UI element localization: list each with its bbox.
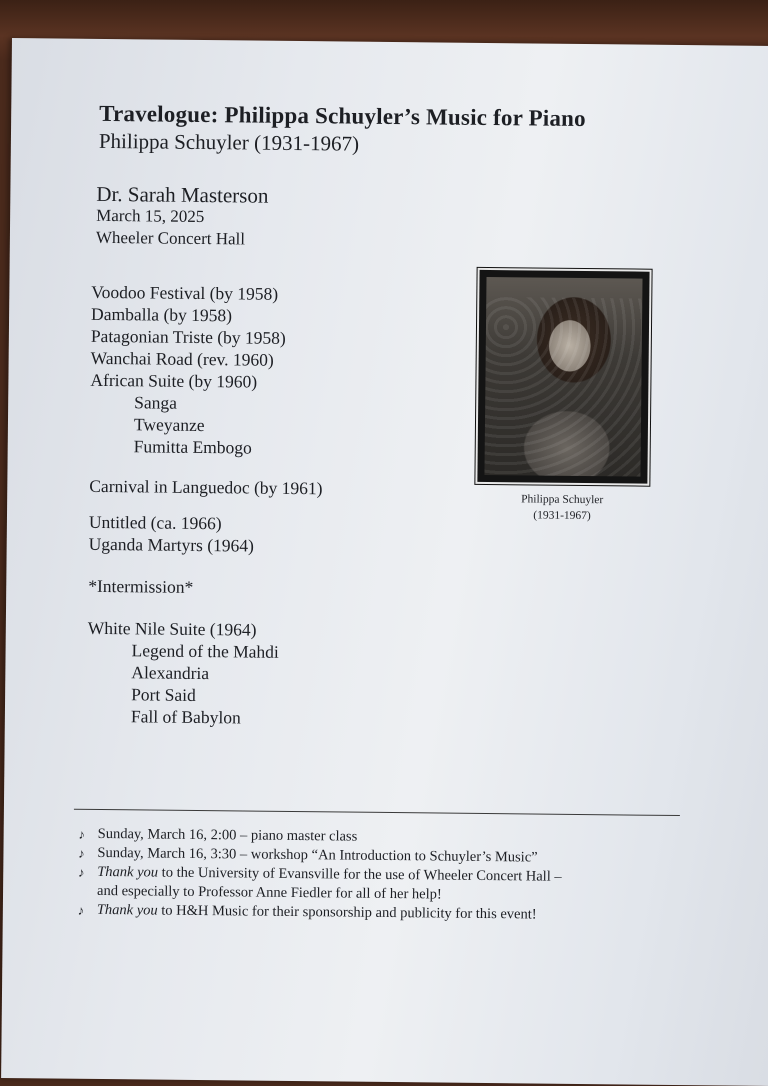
movement-item: Alexandria bbox=[131, 662, 210, 684]
photo-background-pattern bbox=[484, 297, 642, 477]
spacer bbox=[88, 597, 321, 619]
composer-photo bbox=[484, 277, 642, 477]
movement-item: Tweyanze bbox=[133, 414, 205, 436]
note-text: Sunday, March 16, 3:30 – workshop “An Introduction to Schuyler’s Music” bbox=[97, 844, 538, 866]
movement-item: Sanga bbox=[134, 392, 178, 413]
note-emphasis: Thank you bbox=[96, 901, 158, 919]
spacer bbox=[88, 555, 321, 577]
performer-name: Dr. Sarah Masterson bbox=[96, 181, 269, 208]
program-item: Carnival in Languedoc (by 1961) bbox=[89, 475, 323, 499]
program-item: White Nile Suite (1964) bbox=[87, 617, 257, 640]
concert-venue: Wheeler Concert Hall bbox=[95, 227, 246, 249]
program-item: Voodoo Festival (by 1958) bbox=[91, 281, 279, 304]
music-note-icon: ♪ bbox=[77, 864, 85, 880]
program-item: Uganda Martyrs (1964) bbox=[88, 533, 255, 556]
concert-program-sheet bbox=[1, 38, 768, 1086]
note-text: to the University of Evansville for the use of Wheeler Concert Hall – bbox=[157, 864, 562, 885]
note-emphasis: Thank you bbox=[97, 863, 159, 881]
note-text: Sunday, March 16, 2:00 – piano master class bbox=[97, 825, 358, 845]
divider-line bbox=[74, 809, 680, 816]
program-item: Patagonian Triste (by 1958) bbox=[90, 325, 286, 348]
movement-item: Port Said bbox=[131, 684, 196, 705]
photo-caption bbox=[477, 491, 647, 525]
note-text: to H&H Music for their sponsorship and publicity for this event! bbox=[157, 902, 537, 923]
movement-item: Fall of Babylon bbox=[130, 706, 241, 728]
intermission-label: *Intermission* bbox=[88, 575, 194, 597]
program-item: African Suite (by 1960) bbox=[90, 369, 258, 392]
music-note-icon: ♪ bbox=[78, 826, 85, 842]
program-title: Travelogue: Philippa Schuyler’s Music for Piano bbox=[99, 100, 586, 132]
program-list bbox=[87, 281, 325, 729]
caption-name: Philippa Schuyler bbox=[521, 493, 604, 507]
note-text: and especially to Professor Anne Fiedler for all of her help! bbox=[96, 882, 442, 903]
program-item: Wanchai Road (rev. 1960) bbox=[90, 347, 274, 370]
program-item: Untitled (ca. 1966) bbox=[88, 511, 222, 534]
concert-date: March 15, 2025 bbox=[96, 205, 205, 227]
composer-photo-frame bbox=[477, 270, 649, 484]
note-item bbox=[73, 901, 562, 925]
caption-dates: (1931-1967) bbox=[533, 509, 591, 523]
music-note-icon: ♪ bbox=[77, 902, 85, 918]
movement-item: Fumitta Embogo bbox=[133, 436, 252, 458]
event-notes bbox=[73, 825, 562, 925]
movement-item: Legend of the Mahdi bbox=[131, 640, 279, 662]
music-note-icon: ♪ bbox=[78, 845, 85, 861]
composer-line: Philippa Schuyler (1931-1967) bbox=[98, 128, 360, 156]
program-item: Damballa (by 1958) bbox=[91, 303, 233, 326]
